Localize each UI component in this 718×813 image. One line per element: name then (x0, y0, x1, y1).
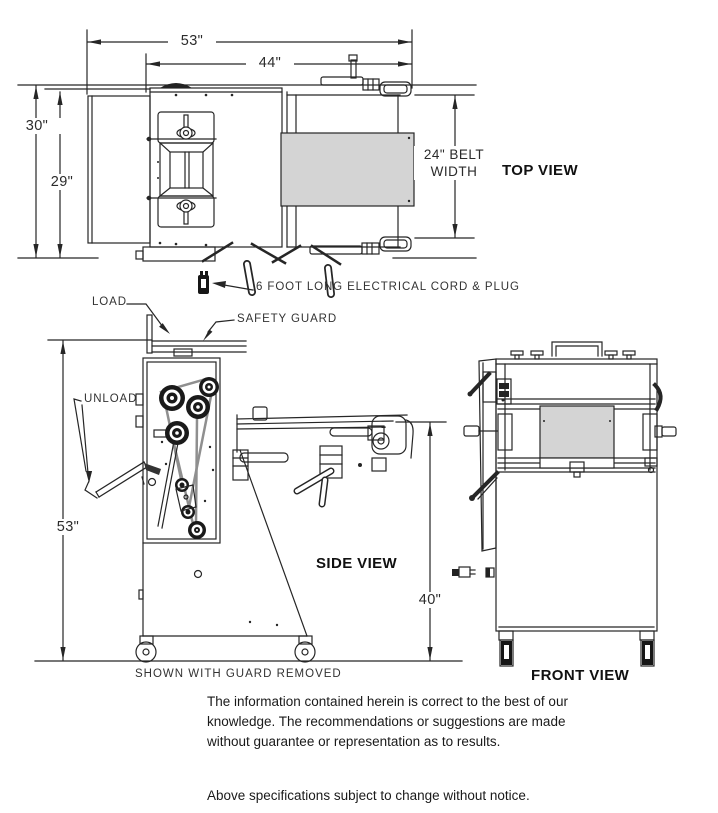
top-view-machine (88, 55, 414, 294)
power-plug-icon (198, 271, 253, 294)
dim-53-side: 53" (44, 519, 92, 535)
cord-annotation: 6 FOOT LONG ELECTRICAL CORD & PLUG (256, 281, 520, 293)
guard-removed-caption: SHOWN WITH GUARD REMOVED (135, 668, 342, 680)
dim-40: 40" (406, 592, 454, 608)
belt-width-line1: 24" BELT (423, 147, 485, 162)
load-label: LOAD (92, 296, 127, 308)
dim-belt-width (414, 146, 494, 180)
dim-30: 30" (13, 118, 61, 134)
disclaimer-paragraph: The information contained herein is correct to the best of our knowledge. The recommendations or suggestions are made without guarantee or representation as to results. (207, 694, 568, 749)
side-view-title: SIDE VIEW (316, 555, 398, 572)
top-view-title: TOP VIEW (502, 162, 578, 179)
side-view-machine (85, 315, 413, 662)
belt-width-line2: WIDTH (430, 164, 478, 179)
dim-53-top: 53" (168, 33, 216, 49)
specs-note: Above specifications subject to change without notice. (207, 788, 530, 803)
safety-guard-label: SAFETY GUARD (237, 313, 338, 325)
dim-44: 44" (246, 55, 294, 71)
front-view-machine (452, 342, 676, 666)
dim-29: 29" (38, 174, 86, 190)
side-view-dimensions (35, 340, 462, 661)
front-view-title: FRONT VIEW (531, 667, 630, 684)
unload-label: UNLOAD (84, 393, 138, 405)
